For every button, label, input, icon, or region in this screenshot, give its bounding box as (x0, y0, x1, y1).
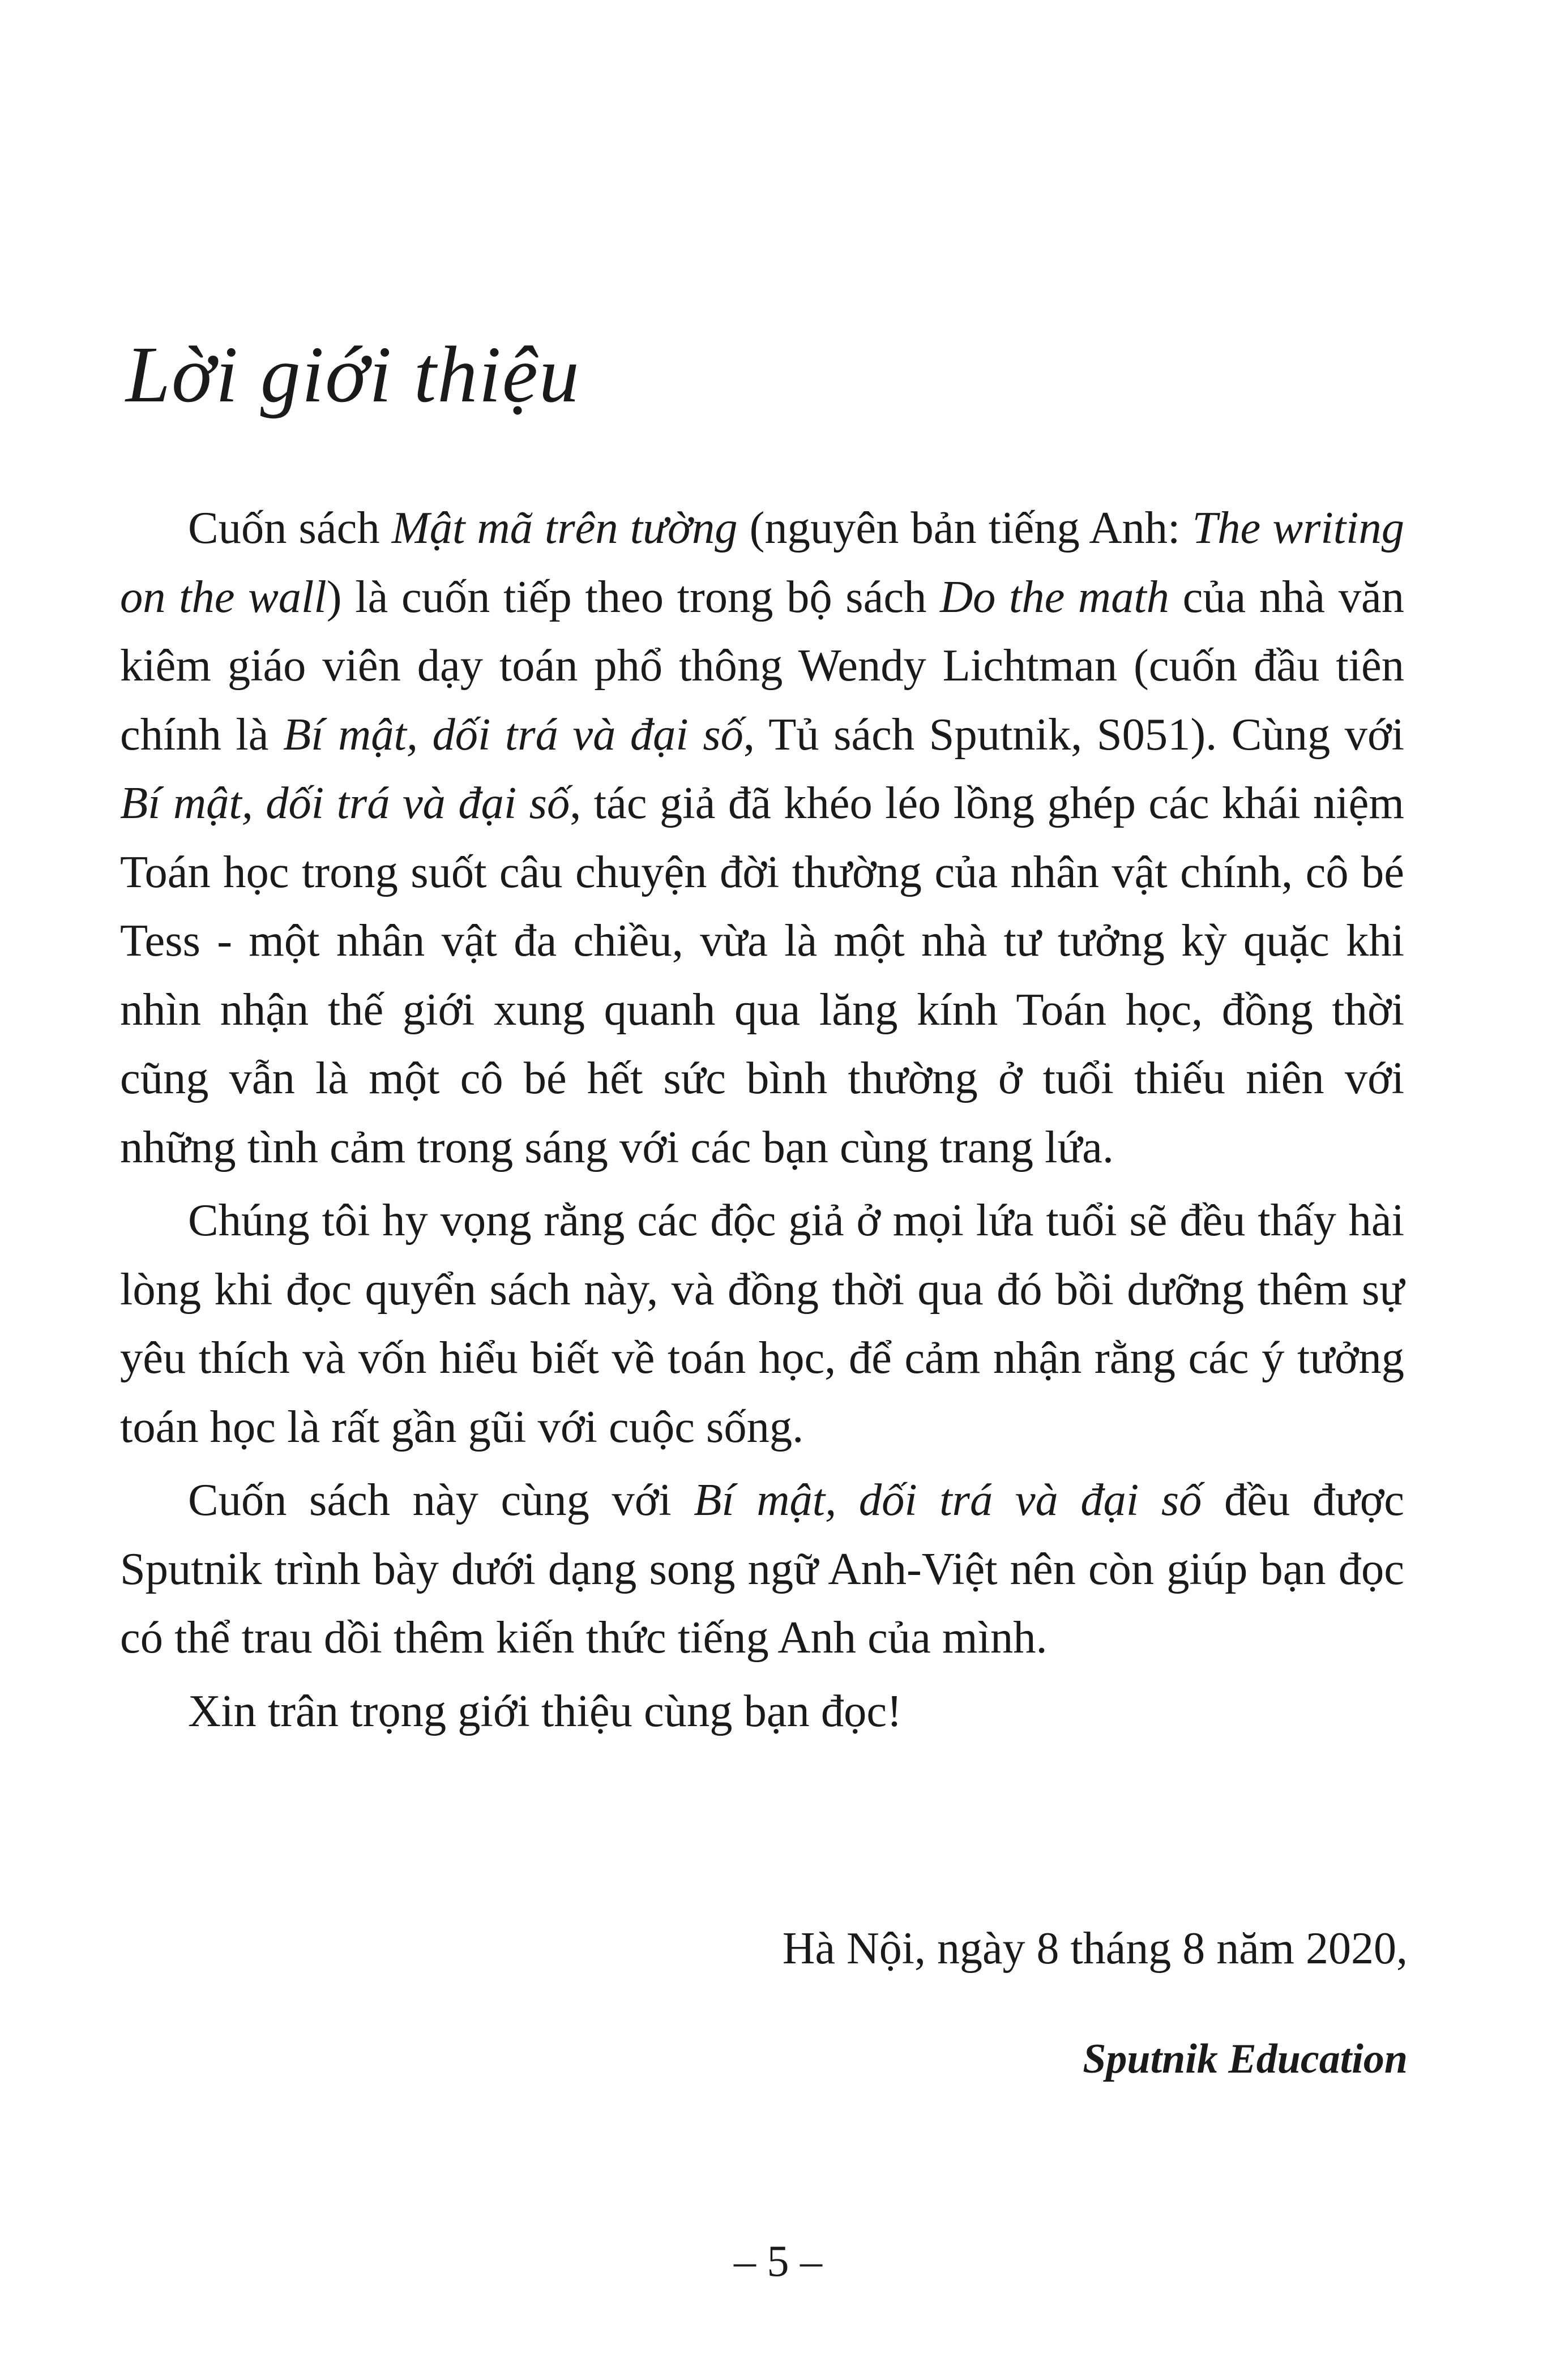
italic-title-text: The writing on the wall (120, 503, 1405, 622)
italic-title-text: Mật mã trên tường (391, 503, 738, 553)
paragraph-text: của nhà văn kiêm giáo viên dạy toán phổ thông Wendy Lichtman (cuốn đầu tiên chính là (120, 571, 1404, 760)
signature-publisher: Sputnik Education (1083, 2036, 1408, 2082)
paragraph-text: , tác giả đã khéo léo lồng ghép các khái niệm Toán học trong suốt câu chuyện đời thường của nhân vật chính, cô bé Tess - một nhân vật đa chiều, vừa là một nhà tư tưởng kỳ quặc khi nhìn nhận thế giới xung quanh qua lăng kính Toán học, đồng thời cũng vẫn là một cô bé hết sức bình thường ở tuổi thiếu niên với những tình cảm trong sáng với các bạn cùng trang lứa. (120, 778, 1404, 1172)
paragraph-text: , Tủ sách Sputnik, S051). Cùng với (743, 709, 1404, 760)
paragraph-text: ) là cuốn tiếp theo trong bộ sách (326, 571, 940, 622)
paragraph-text: Cuốn sách này cùng với (188, 1475, 694, 1525)
introduction-body (120, 494, 1404, 1745)
paragraph (120, 494, 1404, 1182)
italic-title-text: Bí mật, dối trá và đại số (283, 709, 743, 760)
paragraph (120, 1186, 1404, 1461)
paragraph-text: Chúng tôi hy vọng rằng các độc giả ở mọi lứa tuổi sẽ đều thấy hài lòng khi đọc quyển sách này, và đồng thời qua đó bồi dưỡng thêm sự yêu thích và vốn hiểu biết về toán học, để cảm nhận rằng các ý tưởng toán học là rất gần gũi với cuộc sống. (120, 1195, 1404, 1452)
page-number: – 5 – (734, 2236, 822, 2285)
italic-title-text: Bí mật, dối trá và đại số (694, 1475, 1202, 1525)
paragraph (120, 1677, 1404, 1746)
paragraph-text: Xin trân trọng giới thiệu cùng bạn đọc! (188, 1685, 902, 1736)
paragraph (120, 1466, 1404, 1672)
paragraph-text: (nguyên bản tiếng Anh: (737, 503, 1192, 553)
page-title: Lời giới thiệu (126, 329, 580, 419)
italic-title-text: Bí mật, dối trá và đại số (120, 778, 570, 828)
italic-title-text: Do the math (939, 571, 1169, 622)
paragraph-text: Cuốn sách (188, 503, 392, 553)
paragraph-text: đều được Sputnik trình bày dưới dạng song ngữ Anh-Việt nên còn giúp bạn đọc có thể trau dồi thêm kiến thức tiếng Anh của mình. (120, 1475, 1404, 1663)
place-and-date: Hà Nội, ngày 8 tháng 8 năm 2020, (782, 1924, 1408, 1974)
